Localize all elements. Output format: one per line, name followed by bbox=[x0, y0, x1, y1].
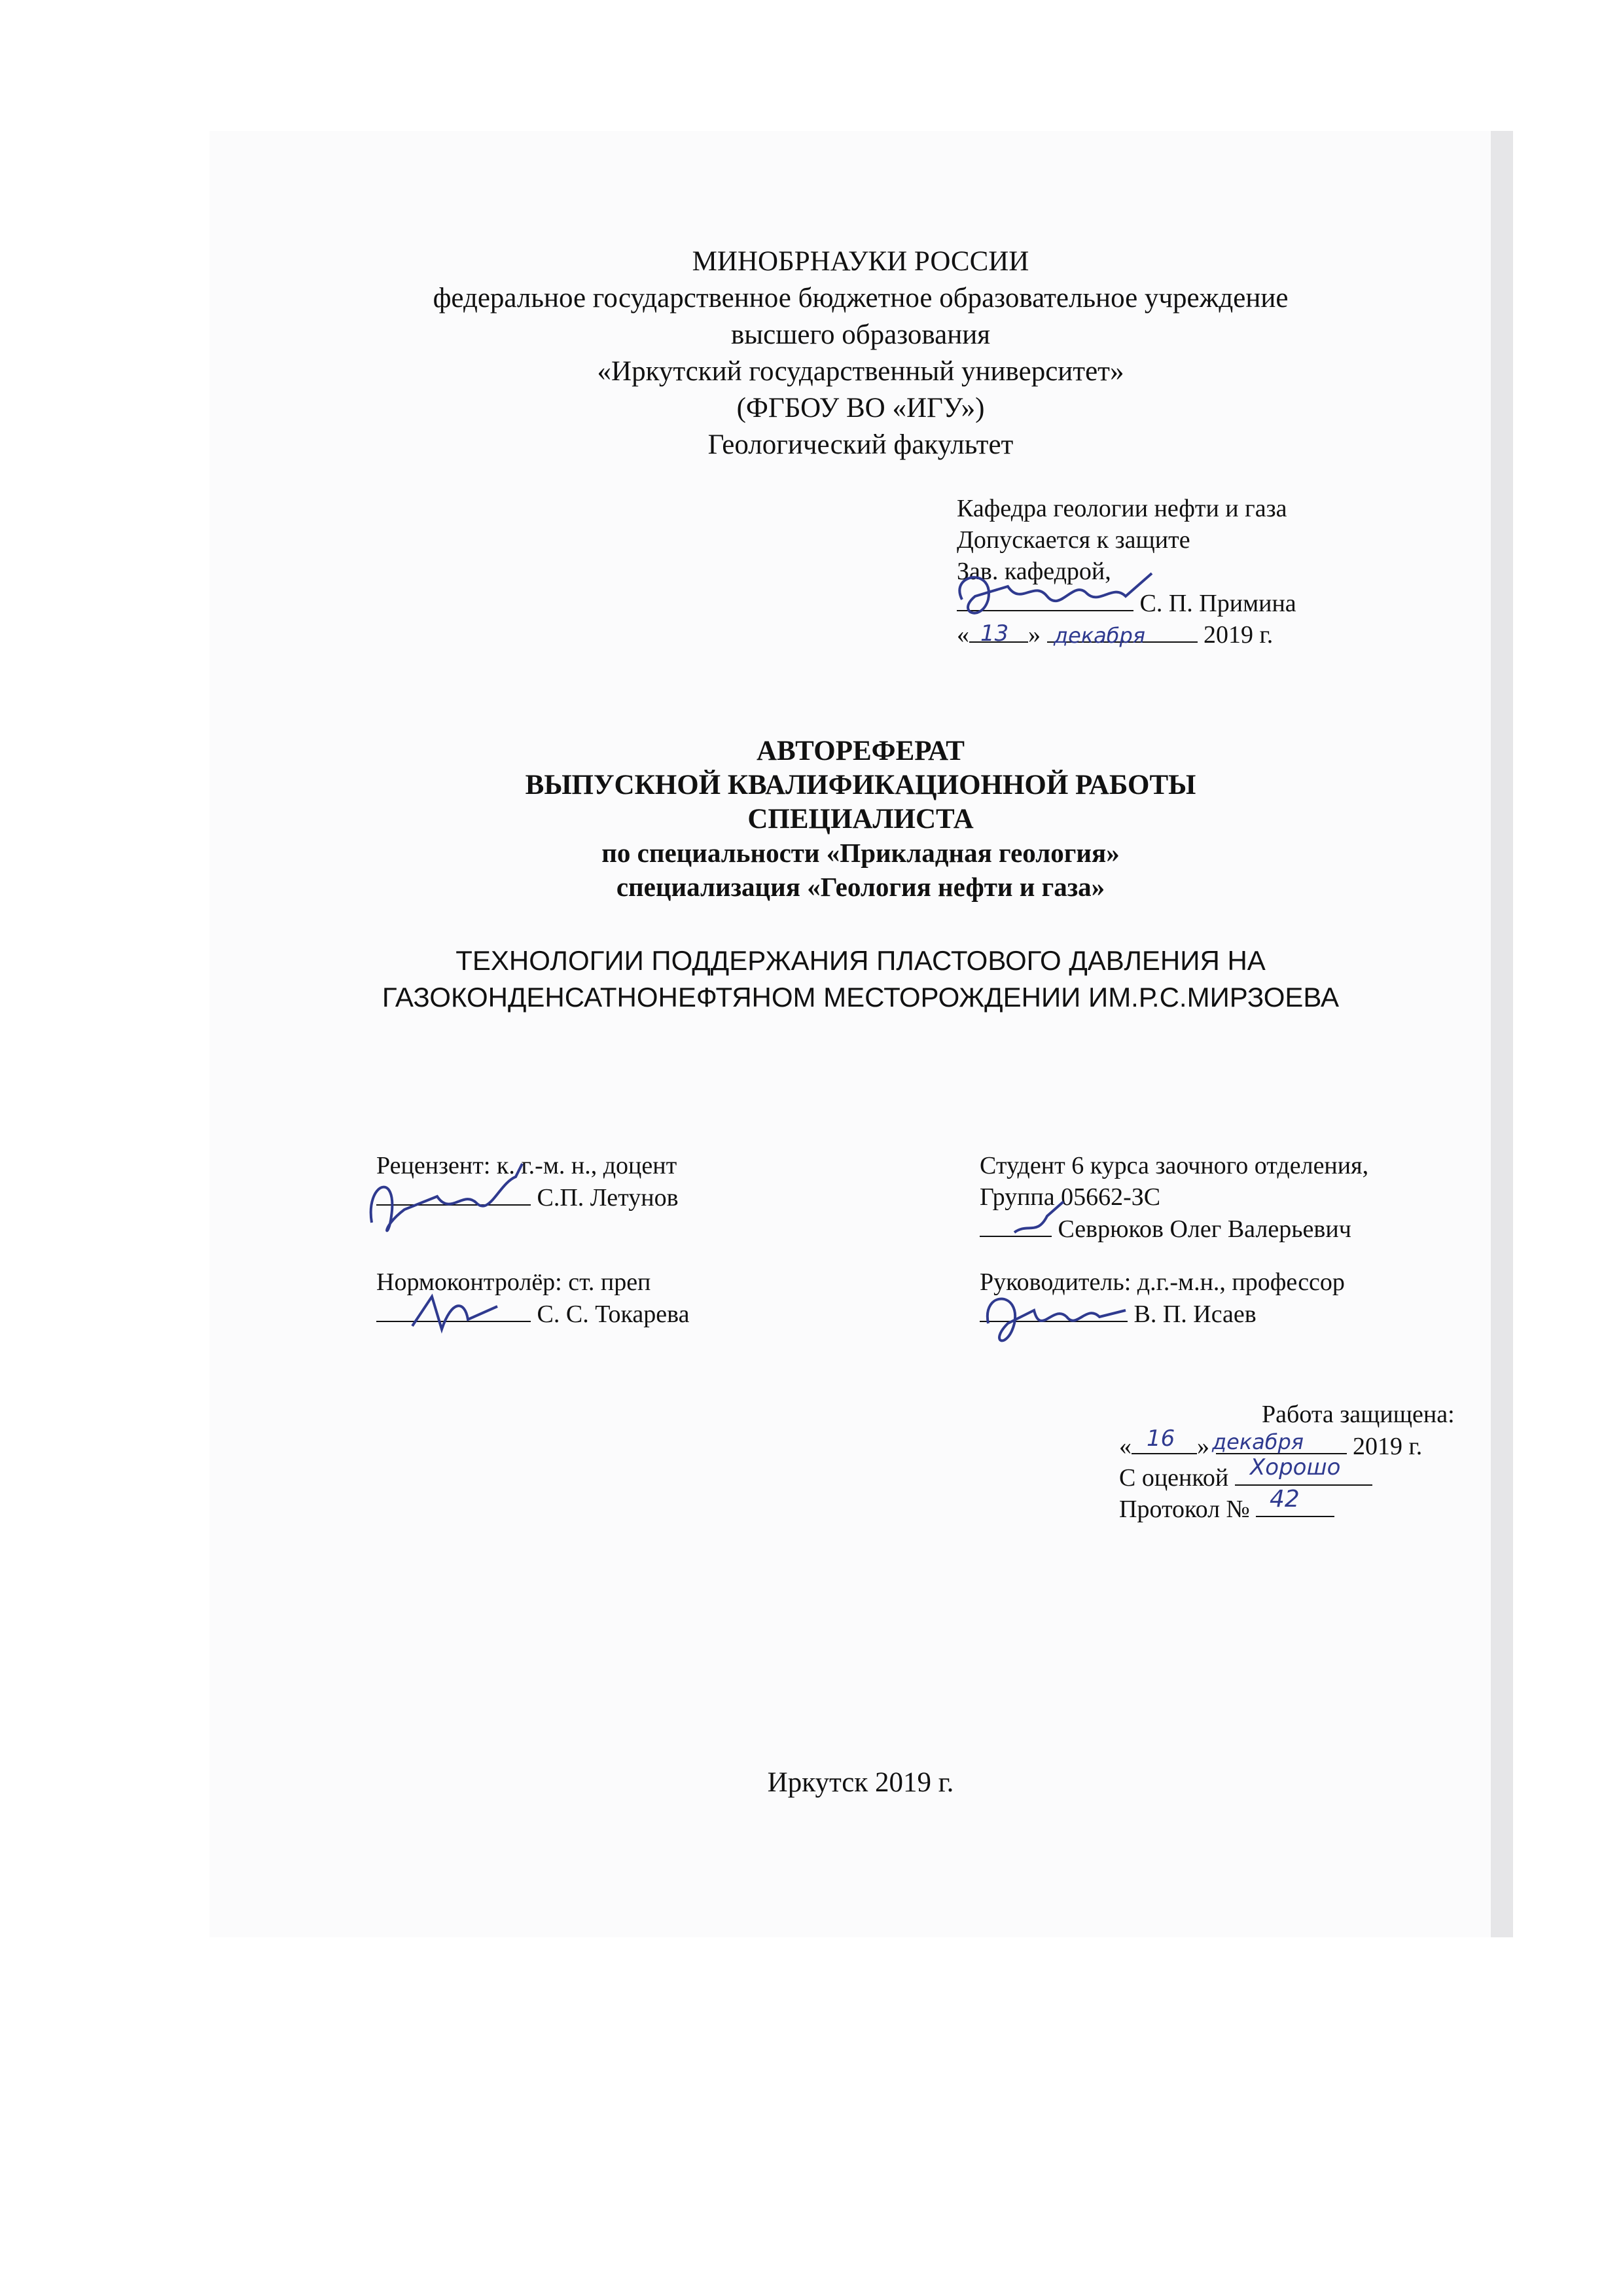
head-name: С. П. Примина bbox=[1139, 590, 1296, 617]
institution-type-line: федеральное государственное бюджетное образовательное учреждение bbox=[433, 283, 1289, 314]
protocol-row bbox=[1119, 1492, 1334, 1526]
protocol-label: Протокол № bbox=[1119, 1496, 1250, 1523]
reviewer-role: Рецензент: к. г.-м. н., доцент bbox=[376, 1152, 677, 1179]
faculty-line: Геологический факультет bbox=[707, 429, 1014, 460]
handwritten-approval-day: 13 bbox=[980, 620, 1009, 647]
title-line-1: АВТОРЕФЕРАТ bbox=[756, 736, 965, 766]
quote-open: « bbox=[957, 621, 969, 649]
quote-close: » bbox=[1028, 621, 1041, 649]
student-name: Севрюков Олег Валерьевич bbox=[1058, 1215, 1351, 1243]
handwritten-approval-month: декабря bbox=[1054, 623, 1146, 648]
handwritten-protocol: 42 bbox=[1270, 1486, 1300, 1513]
reviewer-signature-scribble bbox=[359, 1157, 535, 1249]
handwritten-defense-month: декабря bbox=[1212, 1429, 1304, 1454]
head-signature-scribble bbox=[936, 560, 1158, 626]
title-line-3: СПЕЦИАЛИСТА bbox=[747, 804, 974, 834]
specialty-line: по специальности «Прикладная геология» bbox=[601, 838, 1120, 868]
normcontrol-name: С. С. Токарева bbox=[537, 1300, 690, 1328]
normcontrol-signature-scribble bbox=[406, 1287, 504, 1339]
city-year: Иркутск 2019 г. bbox=[767, 1767, 954, 1798]
reviewer-name: С.П. Летунов bbox=[537, 1184, 679, 1211]
abbreviation-line: (ФГБОУ ВО «ИГУ») bbox=[736, 393, 985, 423]
defense-quote-close: » bbox=[1197, 1433, 1209, 1460]
approval-year: 2019 г. bbox=[1204, 621, 1274, 649]
title-line-2: ВЫПУСКНОЙ КВАЛИФИКАЦИОННОЙ РАБОТЫ bbox=[525, 770, 1196, 800]
specialization-line: специализация «Геология нефти и газа» bbox=[616, 872, 1105, 902]
department-label: Кафедра геологии нефти и газа bbox=[957, 495, 1287, 522]
supervisor-role: Руководитель: д.г.-м.н., профессор bbox=[980, 1268, 1345, 1296]
supervisor-signature-scribble bbox=[975, 1278, 1132, 1363]
student-signature-scribble bbox=[1008, 1196, 1073, 1242]
student-group: Группа 05662-ЗС bbox=[980, 1183, 1161, 1211]
student-role: Студент 6 курса заочного отделения, bbox=[980, 1152, 1369, 1179]
supervisor-name: В. П. Исаев bbox=[1133, 1300, 1257, 1328]
handwritten-defense-day: 16 bbox=[1147, 1426, 1175, 1452]
normcontrol-role: Нормоконтролёр: ст. преп bbox=[376, 1268, 651, 1296]
university-line: «Иркутский государственный университет» bbox=[597, 356, 1124, 387]
ministry-line: МИНОБРНАУКИ РОССИИ bbox=[692, 246, 1029, 277]
admitted-label: Допускается к защите bbox=[957, 526, 1190, 554]
defense-quote-open: « bbox=[1119, 1433, 1132, 1460]
protected-label: Работа защищена: bbox=[1262, 1401, 1455, 1428]
head-label: Зав. кафедрой, bbox=[957, 558, 1111, 585]
topic-line-2: ГАЗОКОНДЕНСАТНОНЕФТЯНОМ МЕСТОРОЖДЕНИИ ИМ.Р.С.МИРЗОЕВА bbox=[382, 982, 1340, 1013]
handwritten-grade: Хорошо bbox=[1250, 1454, 1341, 1480]
defense-year: 2019 г. bbox=[1353, 1433, 1423, 1460]
grade-label: С оценкой bbox=[1119, 1464, 1229, 1492]
topic-line-1: ТЕХНОЛОГИИ ПОДДЕРЖАНИЯ ПЛАСТОВОГО ДАВЛЕНИЯ НА bbox=[455, 945, 1266, 976]
institution-level-line: высшего образования bbox=[730, 319, 991, 350]
